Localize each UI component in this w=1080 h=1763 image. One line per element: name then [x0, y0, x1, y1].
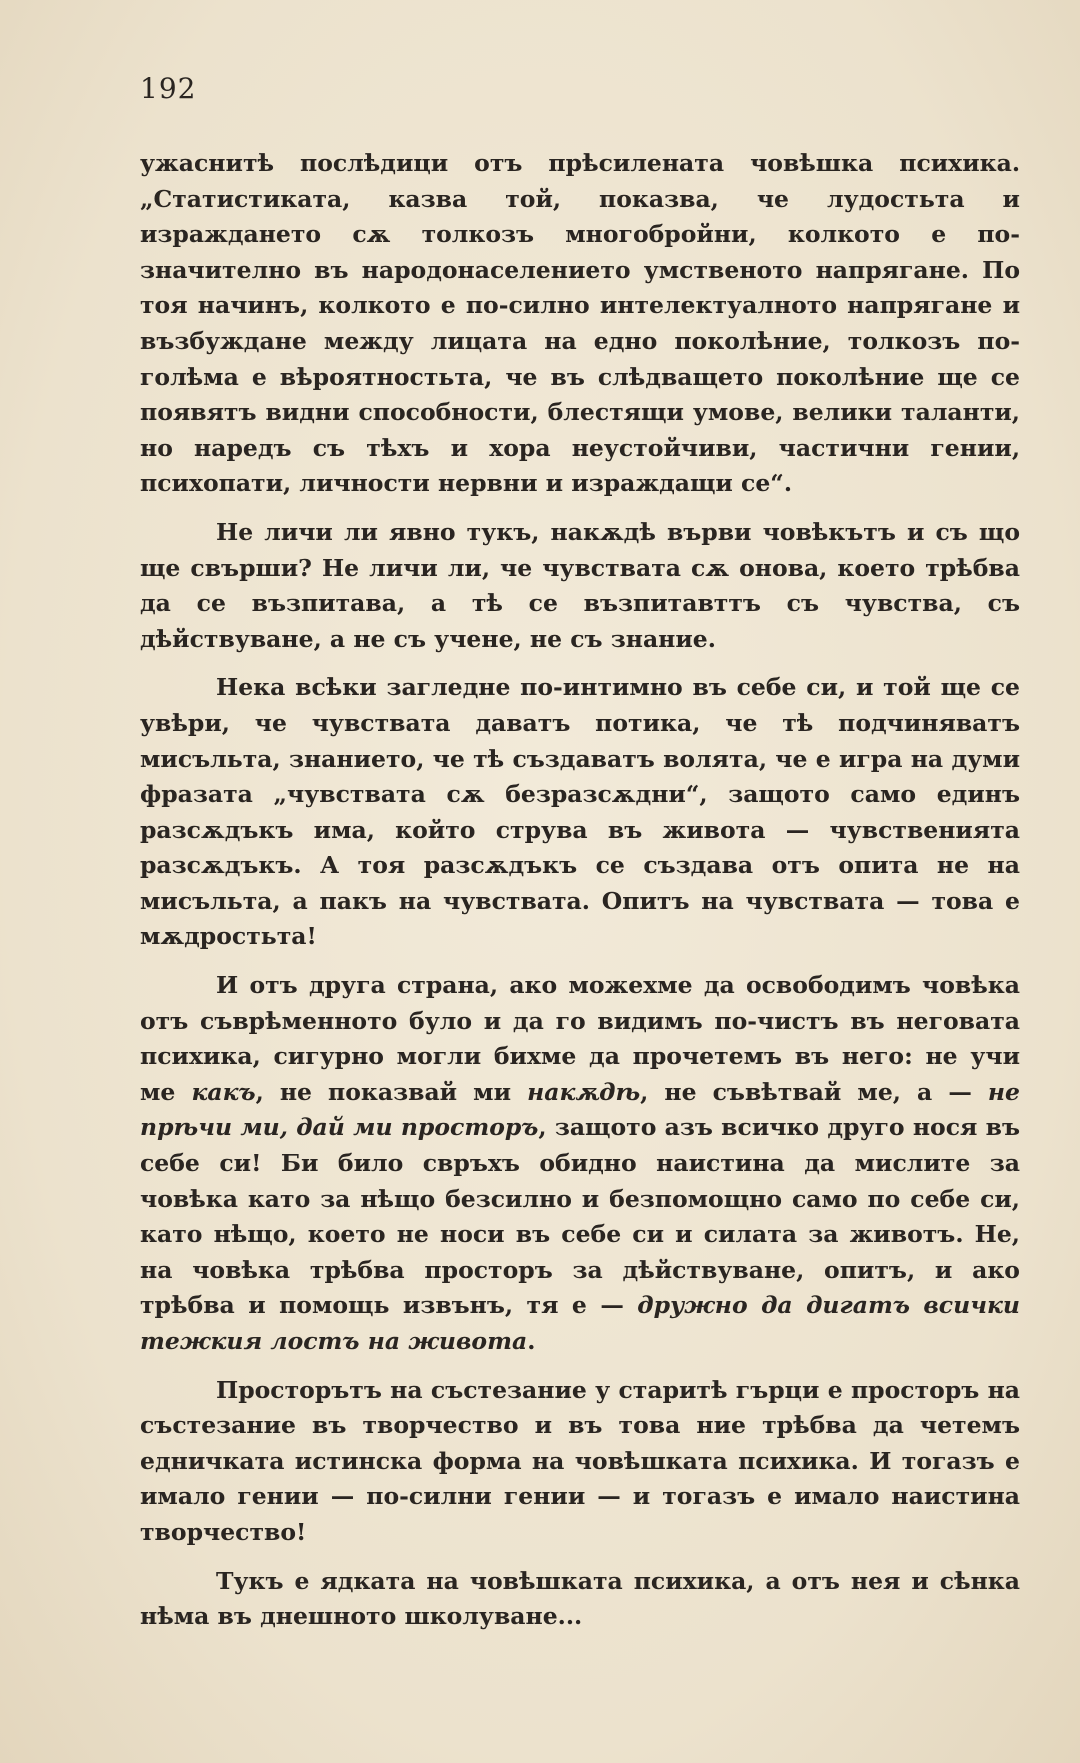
paragraph-5-text: Просторътъ на състезание у старитѣ гърци е просторъ на състезание въ творчество и въ това ние трѣбва да четемъ едничката истинска форма на човѣшката психика. И тогазъ е имало гении — по-силни гении — и тогазъ е имало наистина творчество! — [140, 1375, 1020, 1546]
paragraph-3 — [140, 670, 1020, 955]
paragraph-2 — [140, 515, 1020, 657]
paragraph-2-text: Не личи ли явно тукъ, накѫдѣ върви човѣкътъ и съ що ще свърши? Не личи ли, че чувствата сѫ онова, което трѣбва да се възпитава, а тѣ се възпитавттъ съ чувства, съ дѣйствуване, а не съ учене, не съ знание. — [140, 517, 1020, 653]
paragraph-4-italic-where: накѫдѣ — [527, 1077, 641, 1106]
paragraph-6-text: Тукъ е ядката на човѣшката психика, а отъ нея и сѣнка нѣма въ днешното школуване... — [140, 1566, 1020, 1631]
paragraph-4 — [140, 968, 1020, 1360]
paragraph-4-text: , не показвай ми — [255, 1077, 528, 1106]
paragraph-4-text: , не съвѣтвай ме, а — — [640, 1077, 988, 1106]
paragraph-4-italic-how: какъ — [191, 1077, 256, 1106]
paragraph-4-text: . — [527, 1327, 536, 1355]
paragraph-3-text: Нека всѣки загледне по-интимно въ себе си, и той ще се увѣри, че чувствата даватъ потика, че тѣ подчиняватъ мисъльта, знанието, че тѣ създаватъ волята, че е игра на думи фразата „чувствата сѫ безразсѫдни“, защото само единъ разсѫдъкъ има, който струва въ живота — чувственията разсѫдъкъ. А тоя разсѫдъкъ се създава отъ опита не на мисъльта, а пакъ на чувствата. Опитъ на чувствата — това е мѫдростьта! — [140, 673, 1020, 951]
page-number: 192 — [140, 72, 197, 105]
paragraph-1-text: ужаснитѣ послѣдици отъ прѣсилената човѣшка психика. „Статистиката, казва той, показва, че лудостьта и израждането сѫ толкозъ многобройни, колкото е по-значително въ народонаселението умственото напрягане. По тоя начинъ, колкото е по-силно интелектуалното напрягане и възбуждане между лицата на едно поколѣние, толкозъ по-голѣма е вѣроятностьта, че въ слѣдващето поколѣние ще се появятъ видни способности, блестящи умове, велики таланти, но наредъ съ тѣхъ и хора неустойчиви, частични гении, психопати, личности нервни и израждащи се“. — [140, 149, 1020, 498]
paragraph-4-italic-lever: дружно да дигатъ всички тежкия лостъ на живота — [140, 1291, 1020, 1355]
paragraph-6 — [140, 1564, 1020, 1635]
paragraph-4-text: , защото азъ всичко друго нося въ себе си! Би било свръхъ обидно наистина да мислите за човѣка като за нѣщо безсилно и безпомощно само по себе си, като нѣщо, което не носи въ себе си и силата за животъ. Не, на човѣка трѣбва просторъ за дѣйствуване, опитъ, и ако трѣбва и помощь извънъ, тя е — — [140, 1113, 1021, 1320]
paragraph-4-text: И отъ друга страна, ако можехме да освободимъ човѣка отъ съврѣменното було и да го видимъ по-чистъ въ неговата психика, сигурно могли бихме да прочетемъ въ него: не учи ме — [140, 971, 1020, 1106]
paragraph-5 — [140, 1373, 1020, 1551]
paragraph-1 — [140, 146, 1020, 502]
body-text — [140, 146, 1020, 1648]
paragraph-4-italic-space: не прѣчи ми, дай ми просторъ — [140, 1077, 1020, 1142]
